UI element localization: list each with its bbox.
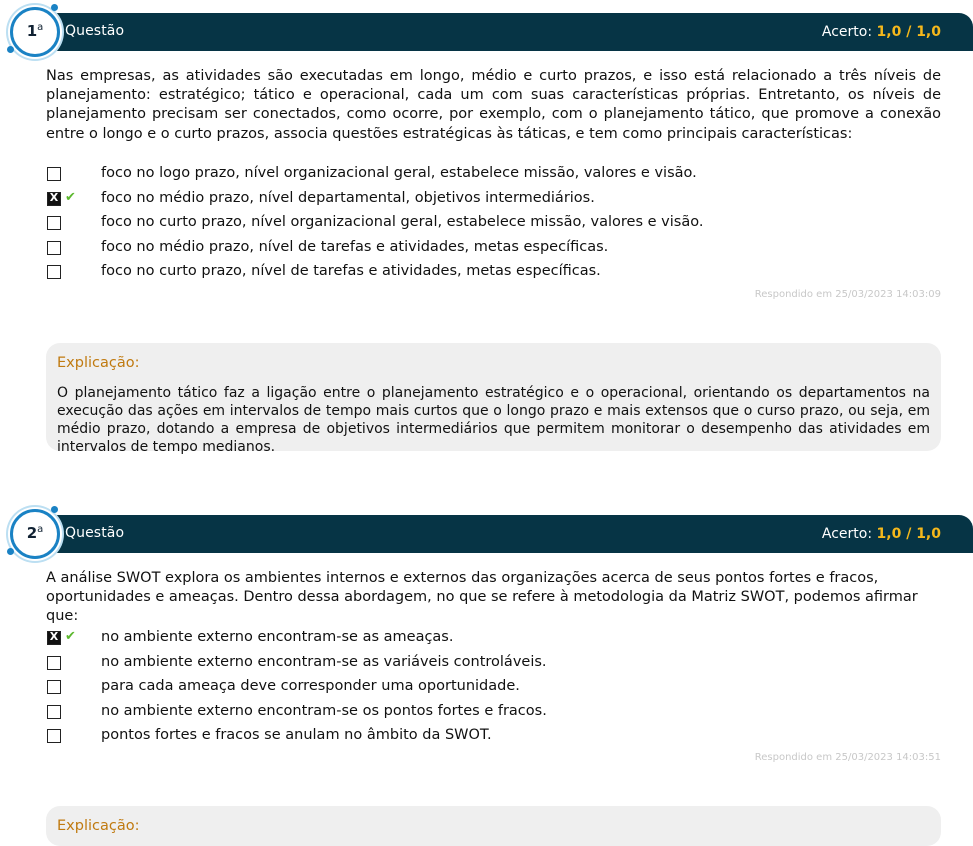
option-3[interactable]	[46, 680, 941, 705]
option-text: no ambiente externo encontram-se as variáveis controláveis.	[101, 653, 547, 670]
option-checkbox[interactable]	[47, 680, 61, 694]
answered-timestamp: Respondido em 25/03/2023 14:03:09	[754, 289, 941, 300]
option-text: foco no curto prazo, nível de tarefas e atividades, metas específicas.	[101, 263, 601, 279]
question-number-badge	[10, 509, 60, 559]
option-checkbox-checked[interactable]: X	[47, 192, 61, 206]
explanation-box	[46, 806, 941, 846]
options-list	[46, 631, 941, 754]
option-2[interactable]	[46, 189, 941, 217]
correct-check-icon: ✔	[65, 629, 76, 644]
question-label: Questão	[65, 23, 125, 39]
badge-dot	[7, 548, 14, 555]
option-text: no ambiente externo encontram-se os pontos fortes e fracos.	[101, 702, 547, 719]
badge-dot	[51, 4, 58, 11]
correct-check-icon: ✔	[65, 189, 76, 205]
answered-timestamp: Respondido em 25/03/2023 14:03:51	[754, 752, 941, 763]
question-number-badge	[10, 7, 60, 57]
option-checkbox[interactable]	[47, 265, 61, 279]
option-5[interactable]	[46, 265, 941, 290]
score-value: 1,0 / 1,0	[876, 526, 941, 542]
score	[822, 526, 941, 542]
option-text: foco no médio prazo, nível de tarefas e atividades, metas específicas.	[101, 238, 609, 255]
option-checkbox[interactable]	[47, 216, 61, 230]
explanation-title: Explicação:	[57, 818, 140, 834]
score-label: Acerto:	[821, 24, 873, 40]
score-value: 1,0 / 1,0	[876, 24, 941, 40]
question-number: 1$^a$	[26, 22, 44, 40]
option-4[interactable]	[46, 702, 941, 730]
option-checkbox[interactable]	[47, 729, 61, 743]
question-label: Questão	[65, 525, 125, 541]
score	[822, 24, 941, 40]
question-header	[28, 13, 973, 51]
option-checkbox[interactable]	[47, 241, 61, 255]
option-text: foco no logo prazo, nível organizacional geral, estabelece missão, valores e visão.	[101, 165, 697, 181]
question-header	[28, 515, 973, 553]
option-checkbox[interactable]	[47, 656, 61, 670]
badge-dot	[51, 506, 58, 513]
explanation-text: O planejamento tático faz a ligação entre o planejamento estratégico e o operacional, orientando os departamentos na execução das ações em intervalos de tempo mais curtos que o longo prazo e mais extensos que o curso prazo, ou seja, em médio prazo, dotando a empresa de objetivos intermediários que permitem monitorar o desempenho das atividades em intervalos de tempo medianos.	[57, 385, 930, 455]
option-checkbox[interactable]	[47, 167, 61, 181]
option-2[interactable]	[46, 653, 941, 681]
option-1[interactable]	[46, 631, 941, 656]
badge-dot	[7, 46, 14, 53]
option-text: pontos fortes e fracos se anulam no âmbito da SWOT.	[101, 727, 492, 743]
option-text: para cada ameaça deve corresponder uma oportunidade.	[101, 678, 520, 694]
option-3[interactable]	[46, 216, 941, 241]
option-5[interactable]	[46, 729, 941, 754]
question-text: A análise SWOT explora os ambientes internos e externos das organizações acerca de seus pontos fortes e fracos, oportunidades e ameaças. Dentro dessa abordagem, no que se refere à metodologia da Matriz SWOT, podemos afirmar que:	[46, 570, 918, 625]
option-checkbox-checked[interactable]: X	[47, 631, 61, 645]
explanation-box	[46, 343, 941, 455]
option-text: no ambiente externo encontram-se as ameaças.	[101, 629, 454, 645]
score-label: Acerto:	[821, 526, 873, 542]
options-list	[46, 167, 941, 290]
question-text: Nas empresas, as atividades são executadas em longo, médio e curto prazos, e isso está relacionado a três níveis de planejamento: estratégico; tático e operacional, cada um com suas características próprias. Entretanto, os níveis de planejamento precisam ser conectados, como ocorre, por exemplo, com o planejamento tático, que promove a conexão entre o longo e o curto prazos, associa questões estratégicas às táticas, e tem como principais características:	[46, 68, 941, 142]
option-text: foco no curto prazo, nível organizacional geral, estabelece missão, valores e visão.	[101, 214, 704, 230]
option-1[interactable]	[46, 167, 941, 192]
option-4[interactable]	[46, 238, 941, 266]
option-text: foco no médio prazo, nível departamental, objetivos intermediários.	[101, 189, 595, 206]
explanation-title: Explicação:	[57, 355, 140, 371]
option-checkbox[interactable]	[47, 705, 61, 719]
question-number: 2$^a$	[26, 524, 44, 542]
